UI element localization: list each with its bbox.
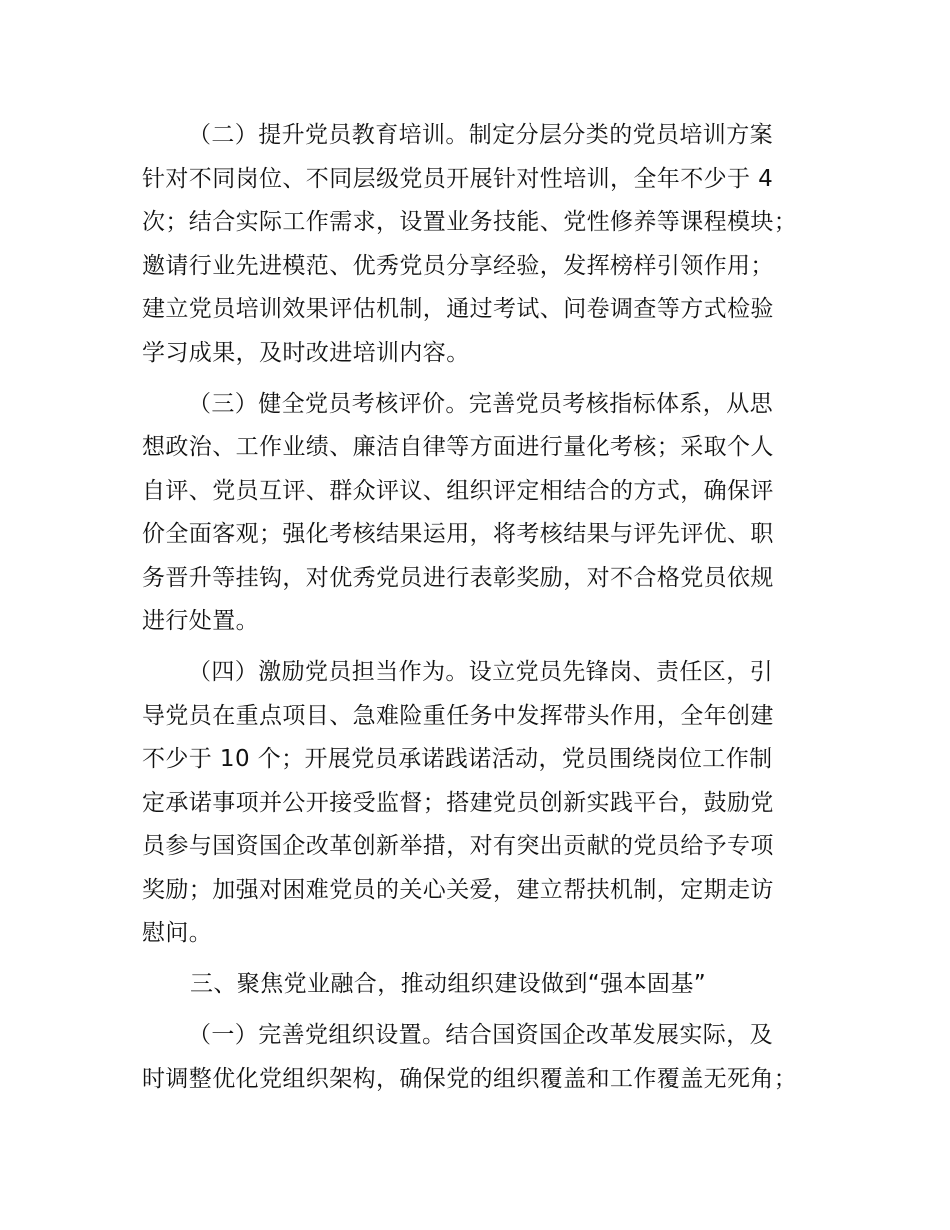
paragraph-line: 价全面客观；强化考核结果运用，将考核结果与评先评优、职 [142,521,774,547]
paragraph-line: 员参与国资国企改革创新举措，对有突出贡献的党员给予专项 [142,833,774,859]
paragraph-spacer [142,1007,842,1015]
document-body [142,114,842,1101]
paragraph-line: 想政治、工作业绩、廉洁自律等方面进行量化考核；采取个人 [142,434,774,460]
paragraph-line: 导党员在重点项目、急难险重任务中发挥带头作用，全年创建 [142,702,774,729]
paragraph-line: 建立党员培训效果评估机制，通过考试、问卷调查等方式检验 [142,296,774,322]
paragraph-organization-setup [142,1014,842,1101]
paragraph-line: 慰问。 [142,920,213,946]
paragraph-line: 不少于 10 个；开展党员承诺践诺活动，党员围绕岗位工作制 [142,746,773,772]
paragraph-line: 定承诺事项并公开接受监督；搭建党员创新实践平台，鼓励党 [142,789,774,816]
paragraph-line: 针对不同岗位、不同层级党员开展针对性培训，全年不少于 4 [142,165,774,192]
paragraph-assessment-evaluation [142,383,842,644]
paragraph-line: 奖励；加强对困难党员的关心关爱，建立帮扶机制，定期走访 [142,876,774,903]
paragraph-line: 邀请行业先进模范、优秀党员分享经验，发挥榜样引领作用； [142,252,774,279]
section-heading-text: 三、聚焦党业融合，推动组织建设做到“强本固基” [190,971,707,997]
paragraph-line: 次；结合实际工作需求，设置业务技能、党性修养等课程模块； [142,209,798,235]
paragraph-line: 学习成果，及时改进培训内容。 [142,339,470,366]
paragraph-line: 自评、党员互评、群众评议、组织评定相结合的方式，确保评 [142,477,774,504]
paragraph-line: 时调整优化党组织架构，确保党的组织覆盖和工作覆盖无死角； [142,1065,798,1092]
paragraph-incentive-members [142,651,842,956]
paragraph-line: （三）健全党员考核评价。完善党员考核指标体系，从思 [188,390,773,417]
paragraph-line: 务晋升等挂钩，对优秀党员进行表彰奖励，对不合格党员依规 [142,564,774,591]
paragraph-spacer [142,956,842,964]
paragraph-improve-education-training [142,114,842,375]
paragraph-spacer [142,644,842,652]
paragraph-line: （二）提升党员教育培训。制定分层分类的党员培训方案 [188,122,773,148]
paragraph-spacer [142,375,842,383]
section-heading-party-business-integration [142,963,842,1007]
paragraph-line: （一）完善党组织设置。结合国资国企改革发展实际，及 [188,1022,773,1048]
paragraph-line: 进行处置。 [142,608,259,634]
paragraph-line: （四）激励党员担当作为。设立党员先锋岗、责任区，引 [188,659,773,685]
